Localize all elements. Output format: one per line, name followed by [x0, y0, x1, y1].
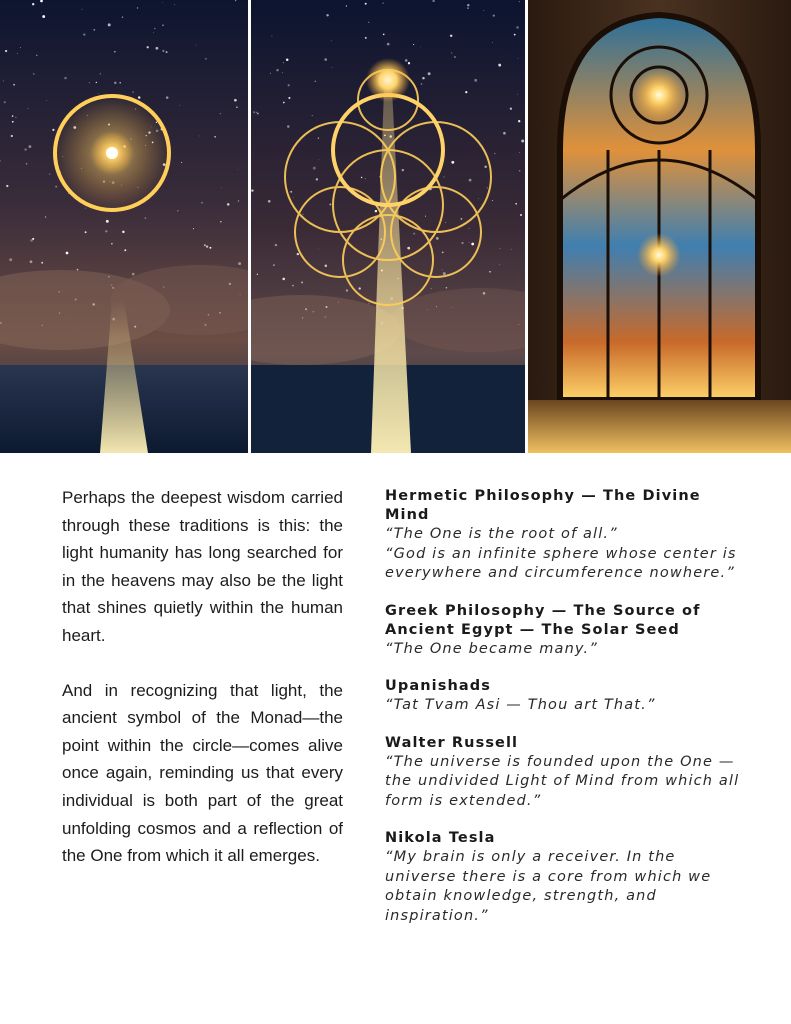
quote-heading: Greek Philosophy — The Source of — [385, 602, 701, 619]
quote-greek-egypt — [385, 602, 745, 660]
image-strip — [0, 0, 791, 453]
quote-upanishads — [385, 677, 745, 716]
flower-of-life-image — [251, 0, 525, 453]
quotes-column — [385, 487, 745, 944]
quote-hermetic — [385, 487, 745, 584]
quote-text: “The universe is founded upon the One — the undivided Light of Mind from which all form is extended.” — [385, 753, 740, 809]
body-text — [62, 484, 343, 897]
quote-text: “The One is the root of all.” — [385, 526, 618, 542]
quote-nikola-tesla — [385, 829, 745, 926]
body-paragraph: And in recognizing that light, the ancient symbol of the Monad—the point within the circle—comes alive once again, reminding us that every individual is both part of the great unfolding cosmos and a reflection of the One from which it all emerges. — [62, 680, 343, 866]
monad-circle-image — [0, 0, 248, 453]
quote-heading: Ancient Egypt — The Solar Seed — [385, 621, 680, 638]
quote-heading: Walter Russell — [385, 734, 519, 751]
quote-text: “Tat Tvam Asi — Thou art That.” — [385, 697, 656, 713]
quote-text: “My brain is only a receiver. In the universe there is a core from which we obtain knowledge, strength, and inspiration.” — [385, 849, 712, 924]
body-paragraph: Perhaps the deepest wisdom carried through these traditions is this: the light humanity has long searched for in the heavens may also be the light that shines quietly within the human heart. — [62, 488, 343, 645]
quote-heading: Hermetic Philosophy — The Divine Mind — [385, 488, 701, 523]
quote-text: “God is an infinite sphere whose center is everywhere and circumference nowhere.” — [385, 545, 737, 581]
quote-heading: Nikola Tesla — [385, 830, 496, 846]
quote-text: “The One became many.” — [385, 640, 598, 657]
quote-walter-russell — [385, 734, 745, 812]
quote-heading: Upanishads — [385, 678, 491, 694]
stained-glass-window-image — [528, 0, 791, 453]
